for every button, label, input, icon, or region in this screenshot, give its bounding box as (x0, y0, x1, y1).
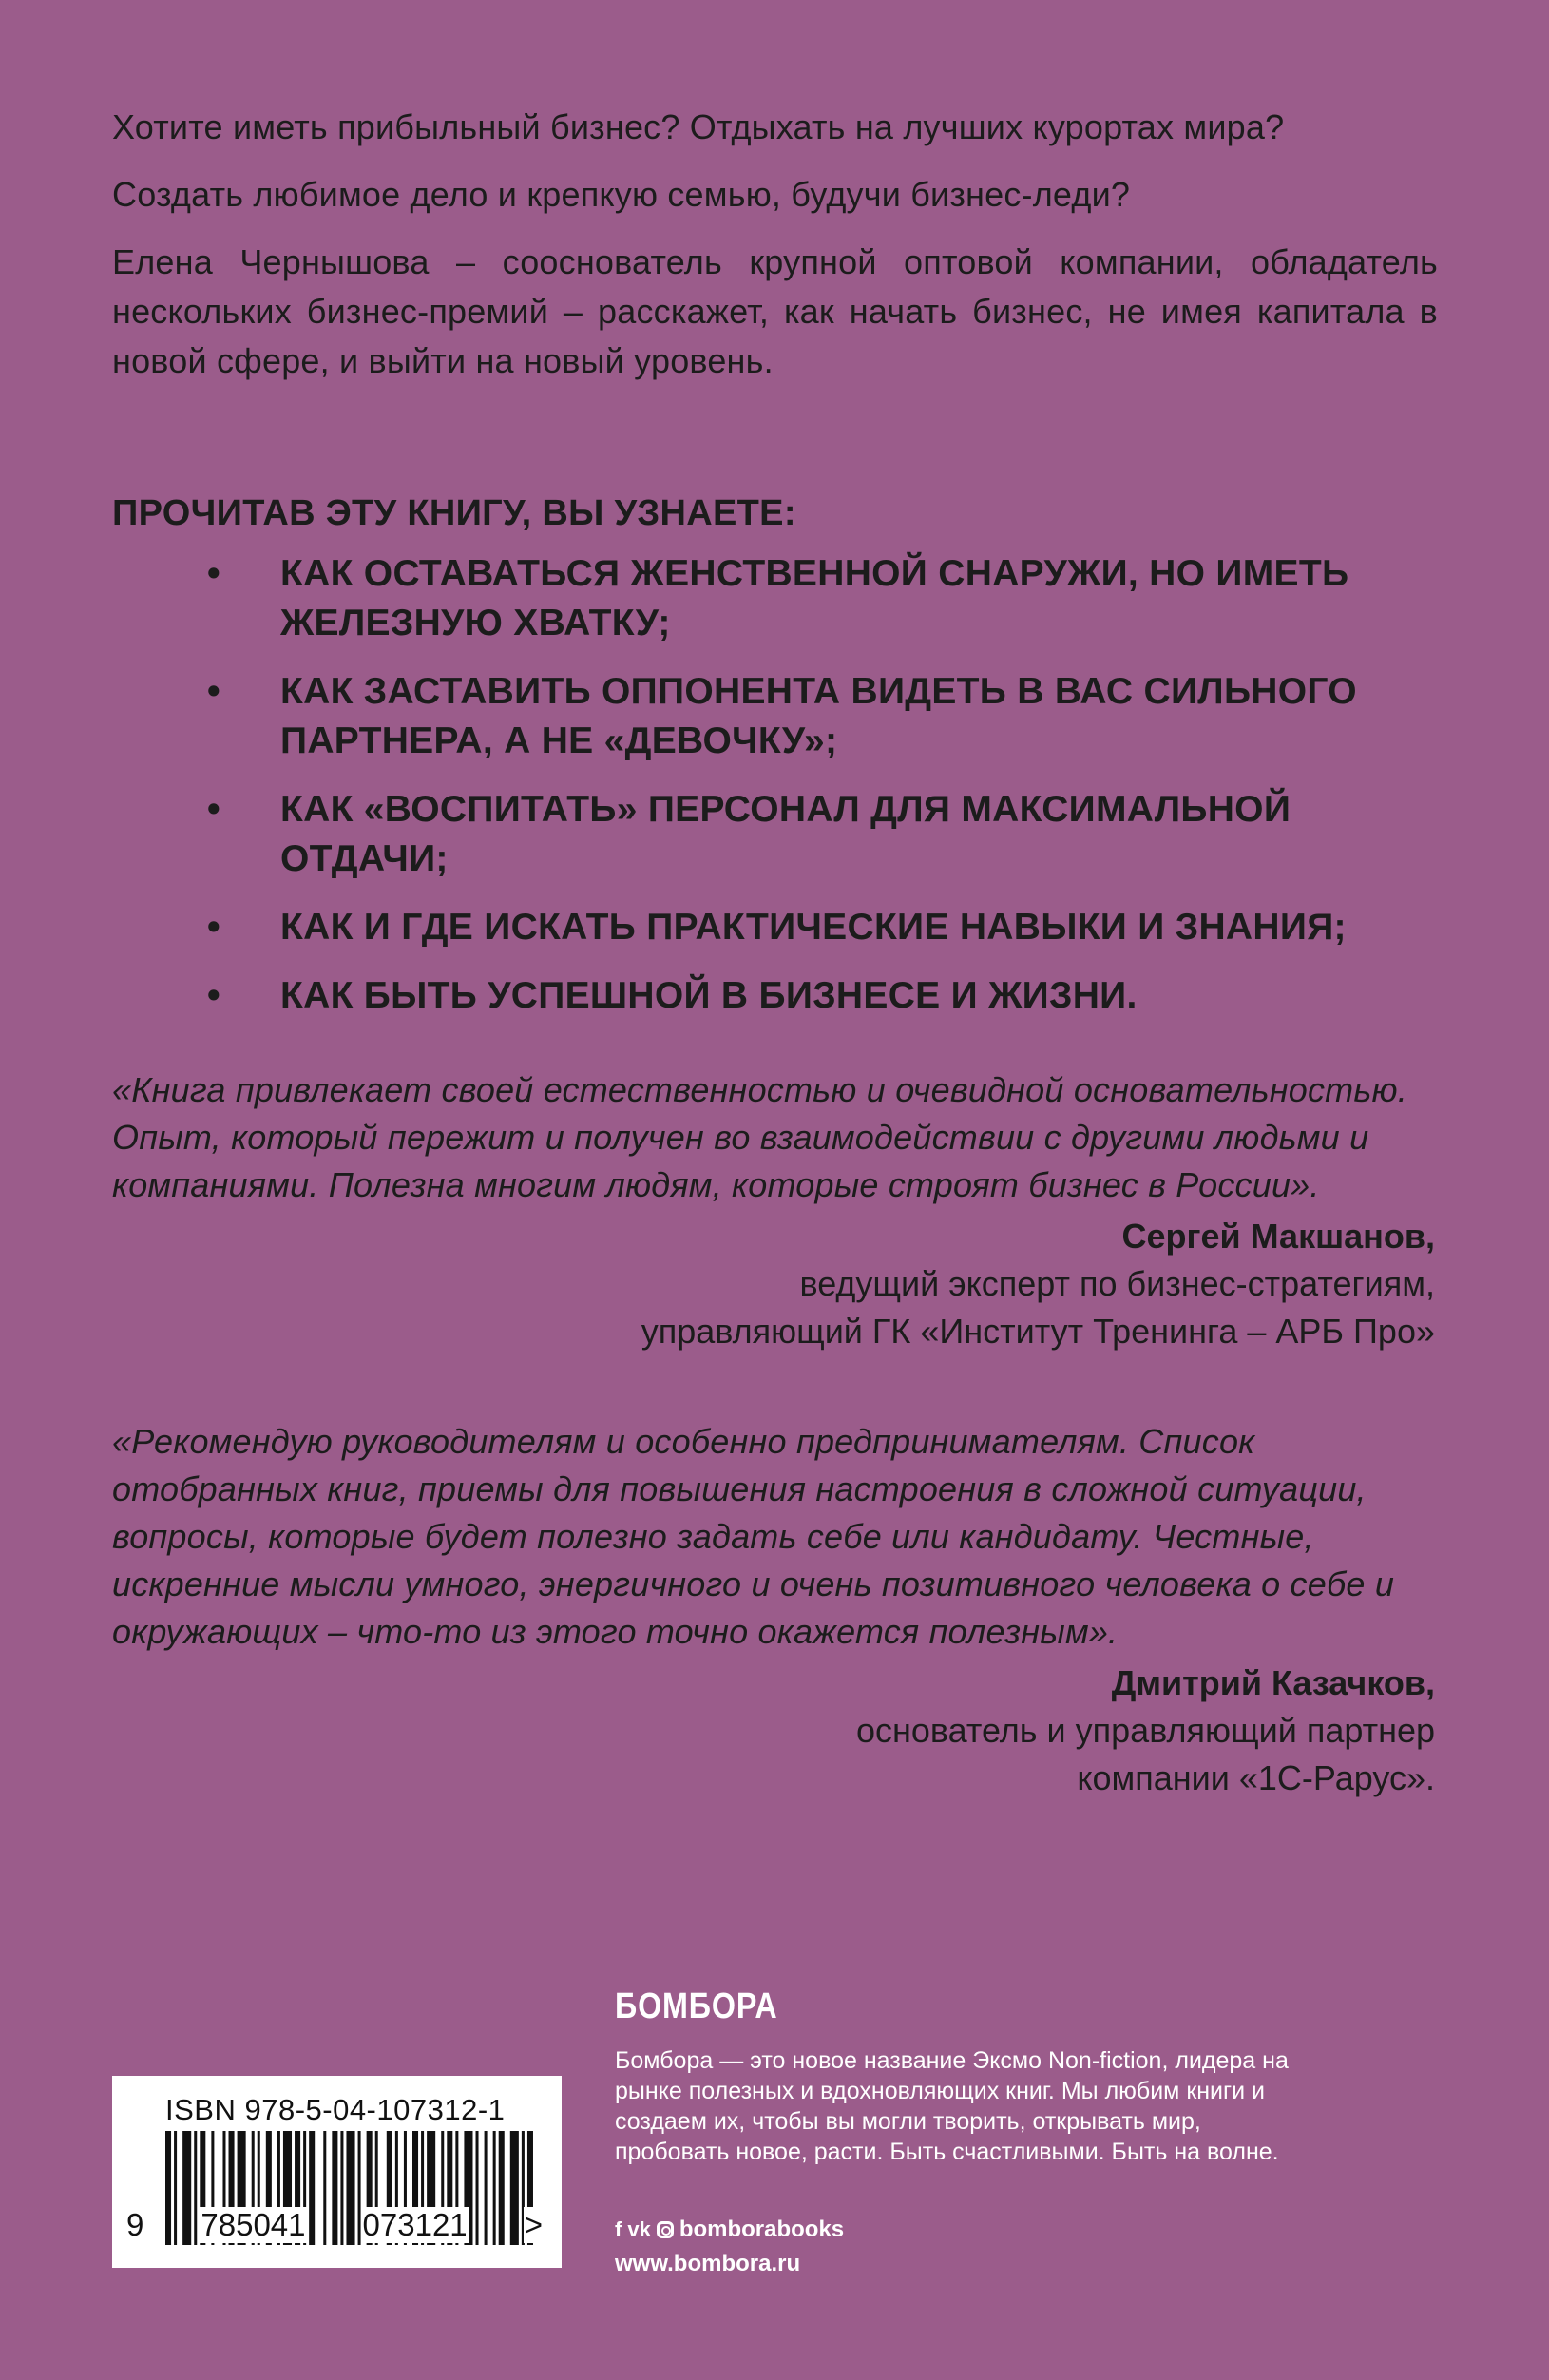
barcode-digit-group: 9 (126, 2207, 144, 2242)
review-quote: «Книга привлекает своей естественностью и очевидной основательностью. Опыт, который пережит и получен во взаимодействии с другими людьми и компаниями. Полезна многим людям, которые строят бизнес в России». (112, 1070, 1407, 1204)
facebook-icon: f (615, 2217, 622, 2241)
barcode-bar (200, 2131, 205, 2245)
learn-item-text: КАК БЫТЬ УСПЕШНОЙ В БИЗНЕСЕ И ЖИЗНИ. (280, 975, 1138, 1016)
learn-item-text: КАК И ГДЕ ИСКАТЬ ПРАКТИЧЕСКИЕ НАВЫКИ И ЗНАНИЯ; (280, 907, 1347, 948)
barcode-bar (211, 2131, 214, 2245)
isbn-number: ISBN 978-5-04-107312-1 (165, 2093, 506, 2126)
review-2 (112, 1418, 1443, 1802)
instagram-icon (657, 2221, 674, 2238)
vk-icon: vk (627, 2217, 651, 2241)
barcode-bar (510, 2131, 519, 2245)
barcode-bar (476, 2131, 479, 2245)
barcode-bars (165, 2131, 536, 2245)
learn-item-text: КАК ОСТАВАТЬСЯ ЖЕНСТВЕННОЙ СНАРУЖИ, НО ИМЕТЬ ЖЕЛЕЗНУЮ ХВАТКУ; (280, 553, 1349, 643)
bullet: • (207, 907, 220, 948)
barcode-bar (527, 2131, 533, 2245)
review-quote: «Рекомендую руководителям и особенно предпринимателям. Список отобранных книг, приемы для повышения настроения в сложной ситуации, вопросы, которые будет полезно задать себе или кандидату. Честные, искренние мысли умного, энергичного и очень позитивного человека о себе и окружающих – что-то из этого точно окажется полезным». (112, 1422, 1395, 1651)
barcode-bar (375, 2131, 378, 2245)
learn-item (112, 971, 1459, 1021)
barcode-bar (295, 2131, 300, 2245)
learn-heading: ПРОЧИТАВ ЭТУ КНИГУ, ВЫ УЗНАЕТЕ: (112, 493, 796, 533)
barcode-bar (252, 2131, 255, 2245)
author-name: Сергей Макшанов, (1121, 1217, 1435, 1256)
review-1 (112, 1066, 1443, 1355)
barcode-bar (499, 2131, 505, 2245)
barcode-bar (387, 2131, 392, 2245)
publisher-description: Бомбора — это новое название Эксмо Non-fiction, лидера на рынке полезных и вдохновляющих книг. Мы любим книги и создаем их, чтобы вы могли творить, открывать мир, пробовать новое, расти. Быть счастливыми. Быть на волне. (615, 2047, 1289, 2165)
learn-item-text: КАК ЗАСТАВИТЬ ОППОНЕНТА ВИДЕТЬ В ВАС СИЛЬНОГО ПАРТНЕРА, А НЕ «ДЕВОЧКУ»; (280, 671, 1357, 761)
publisher-logo: БОМБОРА (615, 1987, 778, 2026)
barcode-bar (258, 2131, 260, 2245)
barcode-bar (395, 2131, 398, 2245)
barcode-bar (340, 2131, 343, 2245)
barcode-bar (194, 2131, 197, 2245)
barcode-bar (174, 2131, 177, 2245)
learn-item-text: КАК «ВОСПИТАТЬ» ПЕРСОНАЛ ДЛЯ МАКСИМАЛЬНОЙ ОТДАЧИ; (280, 789, 1291, 879)
author-name: Дмитрий Казачков, (1111, 1663, 1435, 1702)
learn-item (112, 667, 1459, 766)
author-role: ведущий эксперт по бизнес-стратегиям, (799, 1264, 1435, 1303)
learn-item (112, 785, 1459, 884)
barcode-bar (427, 2131, 435, 2245)
barcode-bar (455, 2131, 458, 2245)
review-author (112, 1660, 1435, 1802)
barcode-digit-group: 785041 (201, 2207, 306, 2242)
barcode-bar (222, 2131, 225, 2245)
barcode-bar (238, 2131, 246, 2245)
barcode (112, 2076, 562, 2268)
barcode-digit-group: > (524, 2207, 543, 2242)
barcode-bar (165, 2131, 171, 2245)
back-cover-content (112, 103, 1443, 1802)
barcode-bar (229, 2131, 235, 2245)
author-role: основатель и управляющий партнер (856, 1711, 1435, 1750)
website-url: www.bombora.ru (615, 2251, 801, 2276)
learn-list (112, 549, 1443, 1021)
barcode-bar (358, 2131, 361, 2245)
review-author (112, 1213, 1435, 1355)
bullet: • (207, 975, 220, 1016)
bullet: • (207, 671, 220, 712)
author-role: компании «1С-Рарус». (1077, 1758, 1435, 1797)
intro-line-1: Хотите иметь прибыльный бизнес? Отдыхать на лучших курортах мира? (112, 107, 1285, 146)
intro-line-3: Елена Чернышова – сооснователь крупной оптовой компании, обладатель нескольких бизнес-премий – расскажет, как начать бизнес, не имея капитала в новой сфере, и выйти на новый уровень. (112, 242, 1438, 380)
barcode-bar (332, 2131, 337, 2245)
social-handle: bomborabooks (679, 2217, 845, 2242)
barcode-bar (323, 2131, 326, 2245)
barcode-bar (367, 2131, 373, 2245)
barcode-bar (283, 2131, 292, 2245)
barcode-bar (493, 2131, 496, 2245)
barcode-bar (309, 2131, 315, 2245)
barcode-bar (404, 2131, 407, 2245)
barcode-digit-group: 073121 (362, 2207, 468, 2242)
bullet: • (207, 789, 220, 830)
social-links (615, 2215, 844, 2245)
author-role: управляющий ГК «Институт Тренинга – АРБ Про» (641, 1312, 1435, 1351)
barcode-bar (182, 2131, 191, 2245)
barcode-bar (464, 2131, 472, 2245)
barcode-bar (412, 2131, 418, 2245)
barcode-bar (266, 2131, 272, 2245)
intro-section (112, 103, 1443, 386)
barcode-bar (346, 2131, 354, 2245)
intro-line-2: Создать любимое дело и крепкую семью, будучи бизнес-леди? (112, 175, 1131, 214)
barcode-bar (485, 2131, 488, 2245)
learn-item (112, 903, 1459, 952)
barcode-bar (441, 2131, 444, 2245)
barcode-bar (421, 2131, 424, 2245)
barcode-bar (277, 2131, 280, 2245)
barcode-bar (522, 2131, 525, 2245)
barcode-bar (303, 2131, 306, 2245)
bullet: • (207, 553, 220, 594)
barcode-bar (447, 2131, 452, 2245)
learn-item (112, 549, 1459, 648)
